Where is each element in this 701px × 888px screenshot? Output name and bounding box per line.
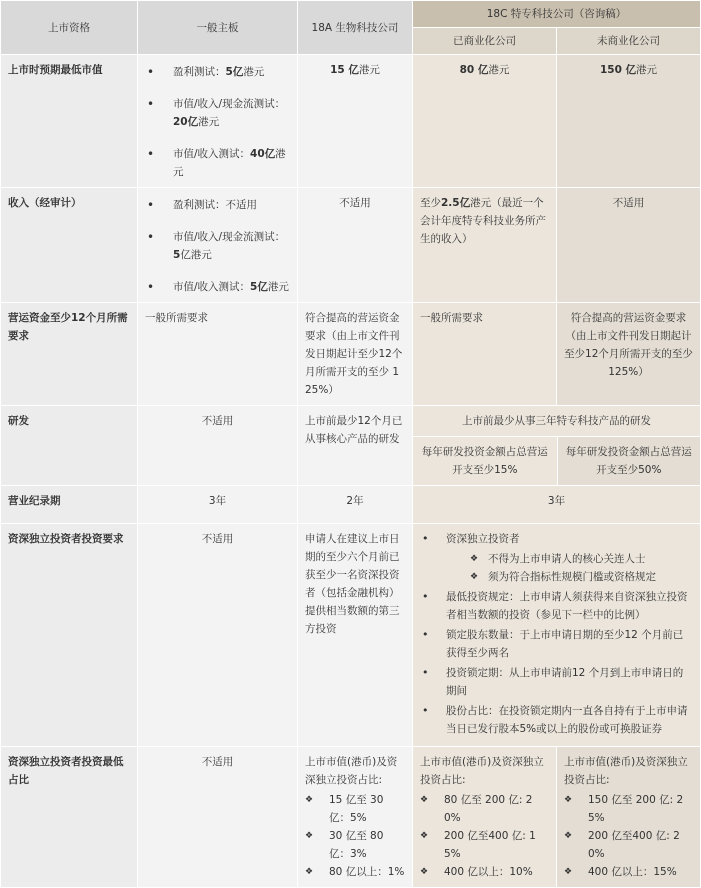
list-item: • 投资锁定期：从上市申请前12 个月到上市申请日的期间 bbox=[420, 664, 693, 700]
row-investor-ratio bbox=[1, 747, 701, 888]
b18a-rnd: 上市前最少12个月已从事核心产品的研发 bbox=[298, 406, 413, 486]
precomm-ratio-intro: 上市市值(港币)及资深独立投资占比: bbox=[564, 756, 688, 786]
list-item: • 锁定股东数量：于上市申请日期的至少12 个月前已获得至少两名 bbox=[420, 626, 693, 662]
precomm-market-cap: 150 亿港元 bbox=[557, 55, 701, 188]
comm-investor-ratio bbox=[413, 747, 557, 888]
main-market-cap bbox=[138, 55, 298, 188]
c18-rnd bbox=[413, 406, 701, 486]
list-item: • 市值/收入/现金流测试：5亿港元 bbox=[145, 228, 290, 264]
main-investor-ratio: 不适用 bbox=[138, 747, 298, 888]
b18a-working-capital: 符合提高的营运资金要求（由上市文件刊发日期起计至少12个月所需开支的至少 125%） bbox=[298, 303, 413, 406]
label-market-cap: 上市时预期最低市值 bbox=[1, 55, 138, 188]
list-item: ❖ 200 亿至400 亿: 20% bbox=[564, 827, 693, 863]
main-investor-req: 不适用 bbox=[138, 524, 298, 747]
c18-rnd-split bbox=[413, 436, 700, 485]
list-item: • 市值/收入测试：5亿港元 bbox=[145, 278, 290, 296]
precomm-working-capital: 符合提高的营运资金要求（由上市文件刊发日期起计至少12个月所需开支的至少125%） bbox=[557, 303, 701, 406]
label-working-capital: 营运资金至少12个月所需要求 bbox=[1, 303, 138, 406]
list-item: ❖ 不得为上市申请人的核心关连人士 bbox=[470, 550, 693, 568]
label-revenue: 收入（经审计） bbox=[1, 188, 138, 303]
list-item: • 市值/收入测试：40亿港元 bbox=[145, 145, 290, 181]
list-item: ❖ 须为符合指标性规模门槛或资格规定 bbox=[470, 568, 693, 586]
row-track-record bbox=[1, 486, 701, 524]
comm-working-capital: 一般所需要求 bbox=[413, 303, 557, 406]
header-18c: 18C 特专科技公司（咨询稿） bbox=[413, 1, 701, 28]
list-item: ❖ 400 亿以上：15% bbox=[564, 863, 693, 881]
list-item: • 股份占比：在投资锁定期内一直各自持有于上市申请当日已发行股本5%或以上的股份或可换股证券 bbox=[420, 702, 693, 738]
list-item: ❖ 80 亿以上：1% bbox=[305, 863, 405, 881]
main-track-record: 3年 bbox=[138, 486, 298, 524]
c18-track-record: 3年 bbox=[413, 486, 701, 524]
comm-revenue: 至少2.5亿港元（最近一个会计年度特专科技业务所产生的收入） bbox=[413, 188, 557, 303]
row-revenue bbox=[1, 188, 701, 303]
b18a-investor-ratio bbox=[298, 747, 413, 888]
header-qualification: 上市资格 bbox=[1, 1, 138, 55]
b18a-investor-req: 申请人在建议上市日期的至少六个月前已获至少一名资深投资者（包括金融机构）提供相当数额的第三方投资 bbox=[298, 524, 413, 747]
list-item: • 盈利测试：5亿港元 bbox=[145, 63, 290, 81]
list-item: • 最低投资规定：上市申请人须获得来自资深独立投资者相当数额的投资（参见下一栏中的比例） bbox=[420, 588, 693, 624]
main-working-capital: 一般所需要求 bbox=[138, 303, 298, 406]
list-item: ❖ 80 亿至 200 亿: 20% bbox=[420, 791, 549, 827]
list-item: ❖ 200 亿至400 亿: 15% bbox=[420, 827, 549, 863]
c18-investor-req bbox=[413, 524, 701, 747]
precomm-revenue: 不适用 bbox=[557, 188, 701, 303]
c18-rnd-common: 上市前最少从事三年特专科技产品的研发 bbox=[462, 415, 651, 427]
header-18a: 18A 生物科技公司 bbox=[298, 1, 413, 55]
list-item: ❖ 400 亿以上：10% bbox=[420, 863, 549, 881]
precomm-investor-ratio bbox=[557, 747, 701, 888]
label-track-record: 营业纪录期 bbox=[1, 486, 138, 524]
comm-rnd: 每年研发投资金额占总营运开支至少15% bbox=[413, 436, 557, 485]
list-item: • 资深独立投资者 ❖ 不得为上市申请人的核心关连人士 ❖ 须为符合指标性规模门槛或资格规定 bbox=[420, 530, 693, 586]
header-pre-commercial: 未商业化公司 bbox=[557, 28, 701, 55]
header-commercialised: 已商业化公司 bbox=[413, 28, 557, 55]
row-investor-req bbox=[1, 524, 701, 747]
list-item: • 市值/收入/现金流测试：20亿港元 bbox=[145, 95, 290, 131]
main-rnd: 不适用 bbox=[138, 406, 298, 486]
header-row bbox=[1, 1, 701, 28]
label-investor-req: 资深独立投资者投资要求 bbox=[1, 524, 138, 747]
main-revenue bbox=[138, 188, 298, 303]
header-main-board: 一般主板 bbox=[138, 1, 298, 55]
precomm-rnd: 每年研发投资金额占总营运开支至少50% bbox=[557, 436, 701, 485]
label-investor-ratio: 资深独立投资者投资最低占比 bbox=[1, 747, 138, 888]
list-item: ❖ 30 亿至 80 亿：3% bbox=[305, 827, 405, 863]
row-working-capital bbox=[1, 303, 701, 406]
list-item: • 盈利测试：不适用 bbox=[145, 196, 290, 214]
b18a-ratio-intro: 上市市值(港币)及资深独立投资占比: bbox=[305, 756, 398, 786]
row-market-cap bbox=[1, 55, 701, 188]
row-rnd bbox=[1, 406, 701, 486]
b18a-market-cap: 15 亿港元 bbox=[298, 55, 413, 188]
list-item: ❖ 15 亿至 30 亿：5% bbox=[305, 791, 405, 827]
comm-ratio-intro: 上市市值(港币)及资深独立投资占比: bbox=[420, 756, 544, 786]
comm-market-cap: 80 亿港元 bbox=[413, 55, 557, 188]
b18a-track-record: 2年 bbox=[298, 486, 413, 524]
list-item: ❖ 150 亿至 200 亿: 25% bbox=[564, 791, 693, 827]
b18a-revenue: 不适用 bbox=[298, 188, 413, 303]
label-rnd: 研发 bbox=[1, 406, 138, 486]
